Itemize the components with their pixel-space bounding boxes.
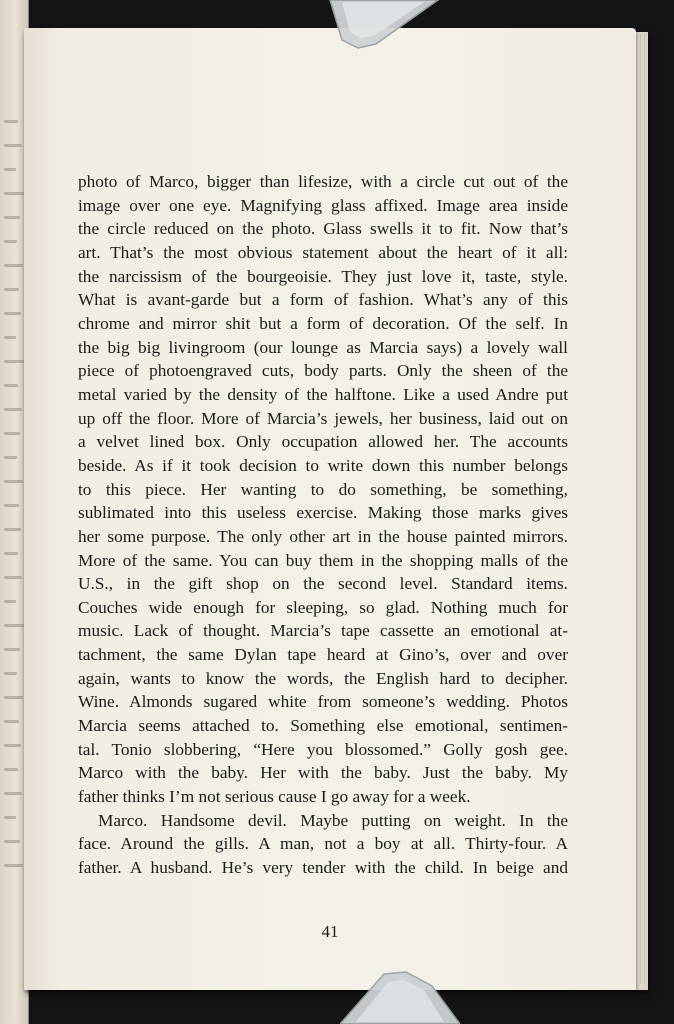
text-line: father thinks I’m not serious cause I go away for a week.	[78, 787, 471, 807]
page-body-text	[78, 170, 568, 880]
text-line: chrome and mirror shit but a form of decoration. Of the self. In	[78, 313, 568, 333]
text-line: image over one eye. Magnifying glass affixed. Image area inside	[78, 195, 568, 215]
text-line: tal. Tonio slobbering, “Here you blossomed.” Golly gosh gee.	[78, 739, 568, 759]
page-number: 41	[321, 922, 339, 941]
text-line: Couches wide enough for sleeping, so glad. Nothing much for	[78, 597, 568, 617]
text-line: music. Lack of thought. Marcia’s tape cassette an emotional at-	[78, 621, 568, 641]
text-line: Marco with the baby. Her with the baby. Just the baby. My	[78, 763, 568, 783]
text-line: Marcia seems attached to. Something else emotional, sentimen-	[78, 716, 568, 736]
text-line: the narcissism of the bourgeoisie. They just love it, taste, style.	[78, 266, 568, 286]
text-line: piece of photoengraved cuts, body parts. Only the sheen of the	[78, 361, 568, 381]
text-line: father. A husband. He’s very tender with the child. In beige and	[78, 858, 568, 878]
text-line: metal varied by the density of the halftone. Like a used Andre put	[78, 384, 568, 404]
text-line: More of the same. You can buy them in the shopping malls of the	[78, 550, 568, 570]
text-line: the big big livingroom (our lounge as Marcia says) a lovely wall	[78, 337, 568, 357]
text-line: up off the floor. More of Marcia’s jewels, her business, laid out on	[78, 408, 568, 428]
book-page	[24, 28, 636, 990]
text-line: art. That’s the most obvious statement about the heart of it all:	[78, 242, 568, 262]
text-line: Wine. Almonds sugared white from someone’s wedding. Photos	[78, 692, 568, 712]
text-line: beside. As if it took decision to write down this number belongs	[78, 455, 568, 475]
page-holder-clip-top	[328, 0, 440, 50]
page-edge-line	[640, 34, 641, 984]
text-line: What is avant-garde but a form of fashion. What’s any of this	[78, 290, 568, 310]
page-edge-line	[644, 34, 645, 984]
text-line: to this piece. Her wanting to do something, be something,	[78, 479, 568, 499]
text-line: sublimated into this useless exercise. Making those marks gives	[78, 503, 568, 523]
text-line: again, wants to know the words, the English hard to decipher.	[78, 668, 568, 688]
text-line: the circle reduced on the photo. Glass swells it to fit. Now that’s	[78, 219, 568, 239]
text-line: Marco. Handsome devil. Maybe putting on weight. In the	[98, 810, 568, 830]
text-line: tachment, the same Dylan tape heard at Gino’s, over and over	[78, 645, 568, 665]
text-line: photo of Marco, bigger than lifesize, with a circle cut out of the	[78, 172, 568, 191]
text-line: her some purpose. The only other art in the house painted mirrors.	[78, 526, 568, 546]
text-line: a velvet lined box. Only occupation allowed her. The accounts	[78, 432, 568, 452]
text-line: U.S., in the gift shop on the second level. Standard items.	[78, 574, 568, 594]
text-line: face. Around the gills. A man, not a boy at all. Thirty-four. A	[78, 834, 568, 854]
page-holder-clip-bottom	[340, 968, 460, 1024]
